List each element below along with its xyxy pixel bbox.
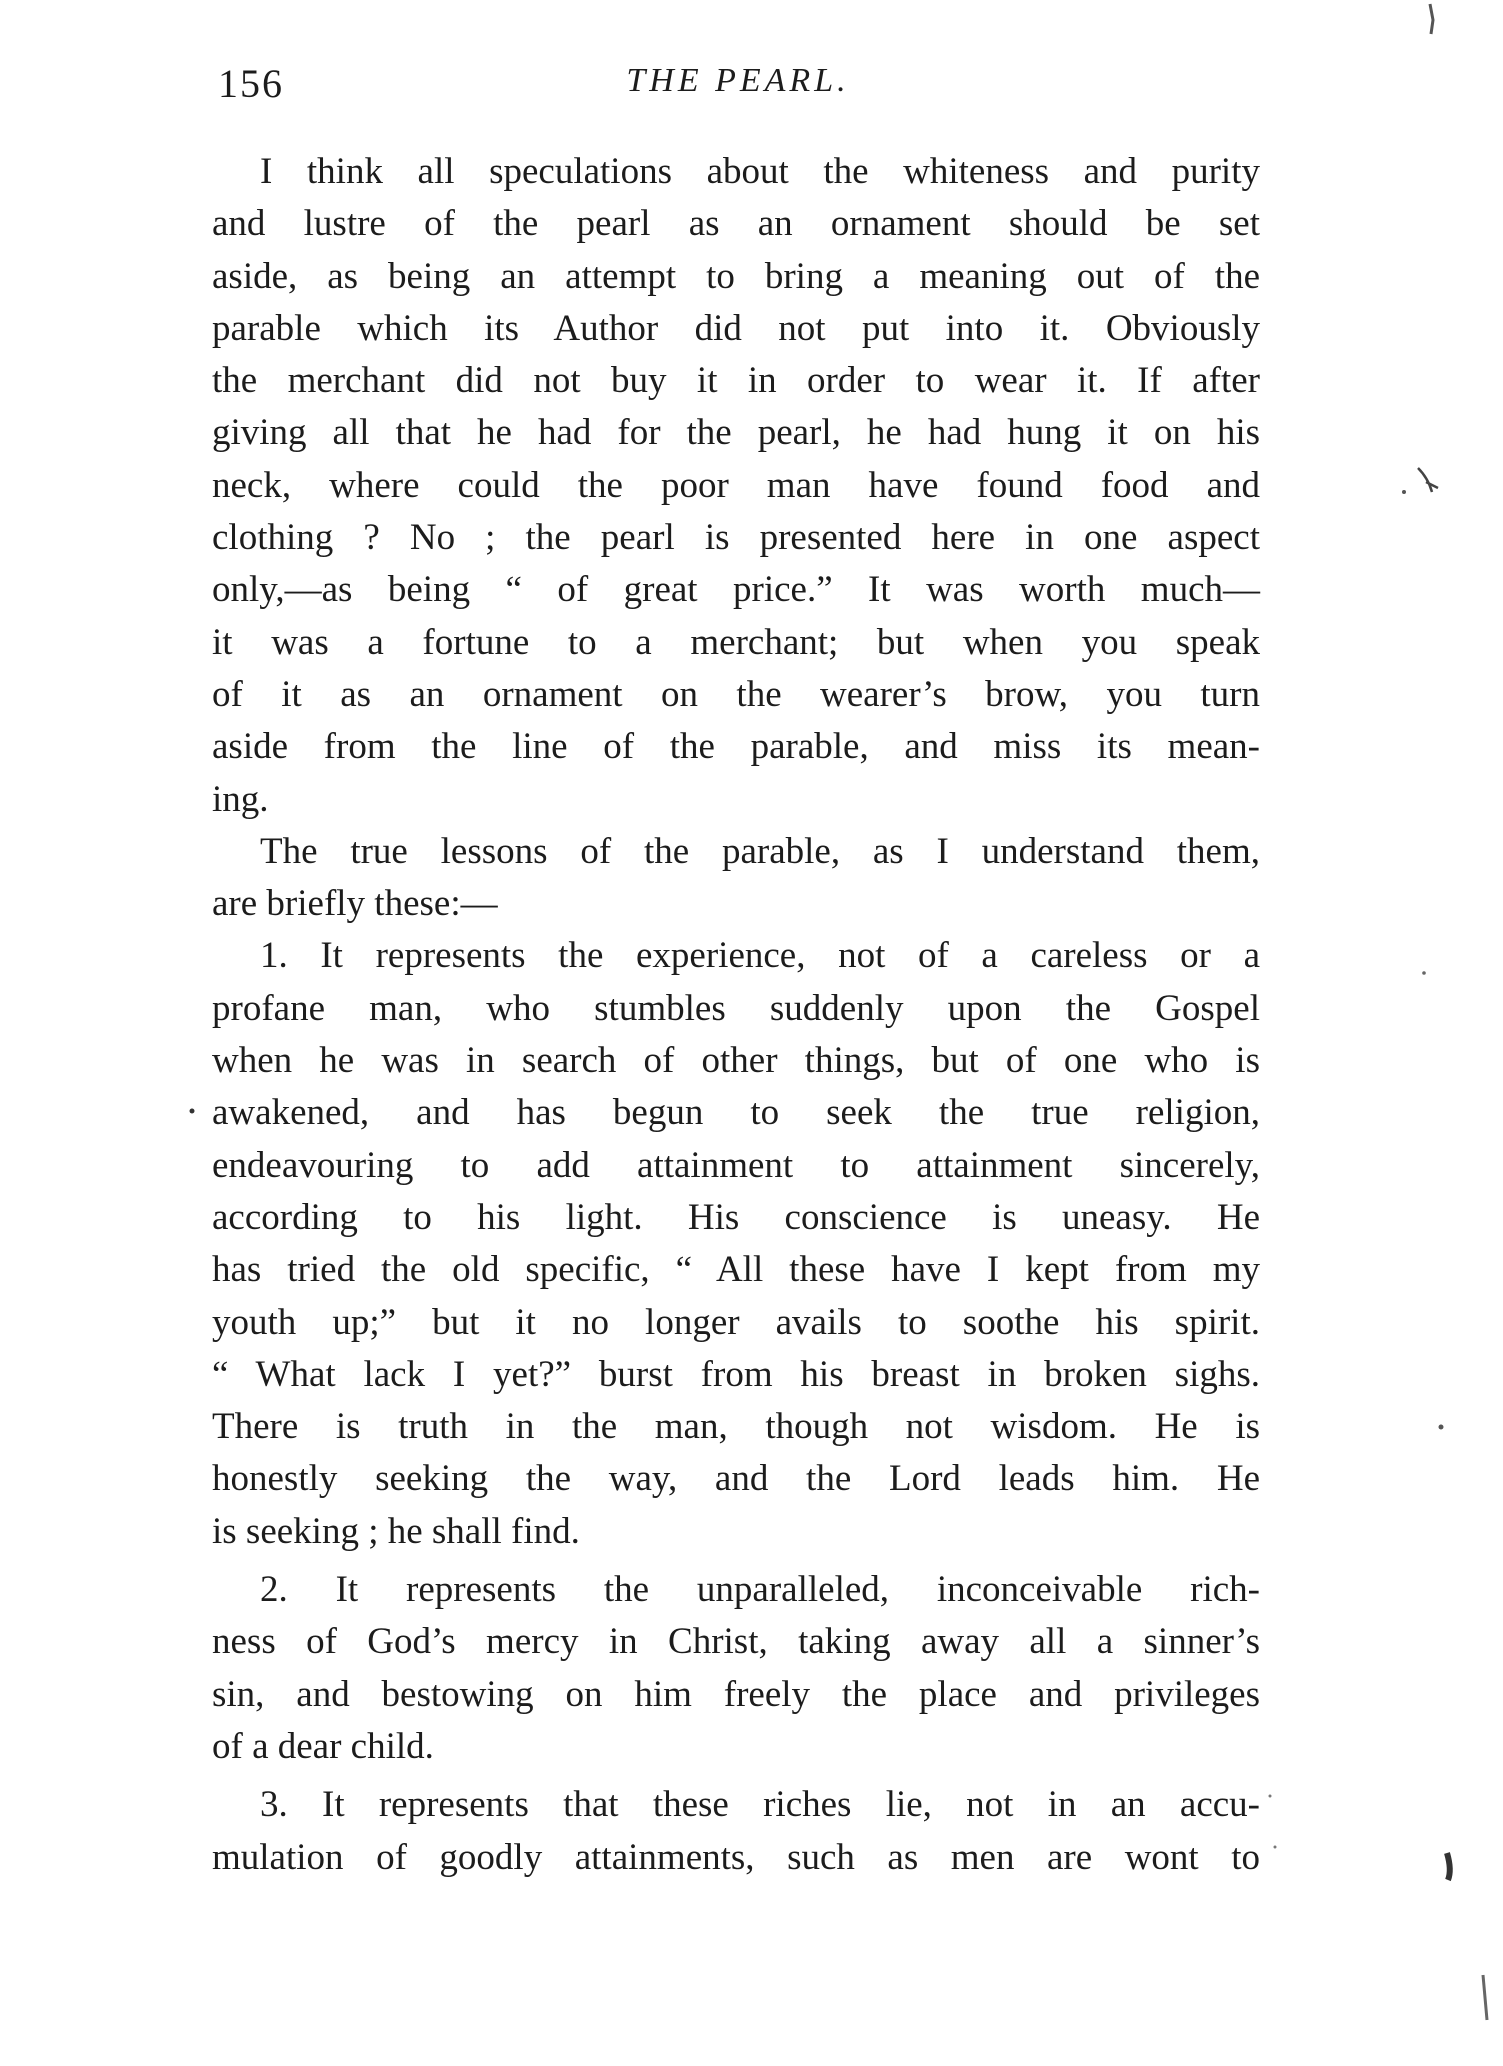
text-line: it was a fortune to a merchant; but when you speak xyxy=(212,621,1260,663)
text-line: aside, as being an attempt to bring a meaning out of the xyxy=(212,255,1260,297)
text-line: of a dear child. xyxy=(212,1725,434,1767)
text-line: only,—as being “ of great price.” It was worth much— xyxy=(212,569,1260,611)
text-line: parable which its Author did not put into it. Obviously xyxy=(212,307,1260,349)
paragraph-lesson-1 xyxy=(212,930,1260,1558)
text-line: clothing ? No ; the pearl is presented here in one aspect xyxy=(212,517,1260,559)
text-line: when he was in search of other things, but of one who is xyxy=(212,1040,1260,1082)
margin-speck xyxy=(1439,1425,1444,1430)
margin-speck xyxy=(190,1109,195,1114)
margin-speck xyxy=(1430,4,1433,34)
text-line: youth up;” but it no longer avails to soothe his spirit. xyxy=(212,1301,1260,1343)
text-line: of it as an ornament on the wearer’s brow, you turn xyxy=(212,673,1260,715)
text-line: profane man, who stumbles suddenly upon the Gospel xyxy=(212,987,1260,1029)
text-line: mulation of goodly attainments, such as men are wont to xyxy=(212,1836,1260,1878)
text-line: has tried the old specific, “ All these have I kept from my xyxy=(212,1249,1260,1291)
margin-speck xyxy=(1483,1975,1487,2020)
margin-speck xyxy=(1274,1846,1277,1849)
text-line: the merchant did not buy it in order to wear it. If after xyxy=(212,360,1260,402)
text-line: 2. It represents the unparalleled, inconceivable rich- xyxy=(260,1569,1260,1611)
text-line: neck, where could the poor man have found food and xyxy=(212,464,1260,506)
margin-speck xyxy=(1402,490,1406,494)
text-line: 3. It represents that these riches lie, not in an accu- xyxy=(260,1784,1260,1826)
text-line: ing. xyxy=(212,778,269,820)
text-line: endeavouring to add attainment to attainment sincerely, xyxy=(212,1144,1260,1186)
text-line: and lustre of the pearl as an ornament should be set xyxy=(212,203,1260,245)
margin-speck xyxy=(1422,971,1426,975)
text-line: honestly seeking the way, and the Lord leads him. He xyxy=(212,1458,1260,1500)
body-text xyxy=(212,146,1260,1884)
text-line: 1. It represents the experience, not of a careless or a xyxy=(260,935,1260,977)
text-line: sin, and bestowing on him freely the place and privileges xyxy=(212,1673,1260,1715)
text-line: according to his light. His conscience is uneasy. He xyxy=(212,1196,1260,1238)
page-header xyxy=(218,60,1258,120)
paragraph-lesson-3 xyxy=(212,1779,1260,1884)
text-line: The true lessons of the parable, as I understand them, xyxy=(260,830,1260,872)
margin-speck xyxy=(1269,1795,1272,1798)
paragraph-true-lessons xyxy=(212,826,1260,931)
text-line: are briefly these:— xyxy=(212,883,498,925)
text-line: is seeking ; he shall find. xyxy=(212,1510,580,1552)
paragraph-lesson-2 xyxy=(212,1564,1260,1773)
text-line: “ What lack I yet?” burst from his breast in broken sighs. xyxy=(212,1353,1260,1395)
text-line: giving all that he had for the pearl, he had hung it on his xyxy=(212,412,1260,454)
margin-speck xyxy=(1447,1853,1450,1880)
running-head: THE PEARL. xyxy=(626,62,850,99)
paragraph-speculations xyxy=(212,146,1260,826)
text-line: I think all speculations about the whiteness and purity xyxy=(260,151,1260,192)
margin-speck xyxy=(1418,468,1438,492)
page-number: 156 xyxy=(218,61,284,106)
text-line: awakened, and has begun to seek the true religion, xyxy=(212,1092,1260,1134)
text-line: aside from the line of the parable, and miss its mean- xyxy=(212,726,1260,768)
text-line: There is truth in the man, though not wisdom. He is xyxy=(212,1406,1260,1448)
text-line: ness of God’s mercy in Christ, taking away all a sinner’s xyxy=(212,1621,1260,1663)
